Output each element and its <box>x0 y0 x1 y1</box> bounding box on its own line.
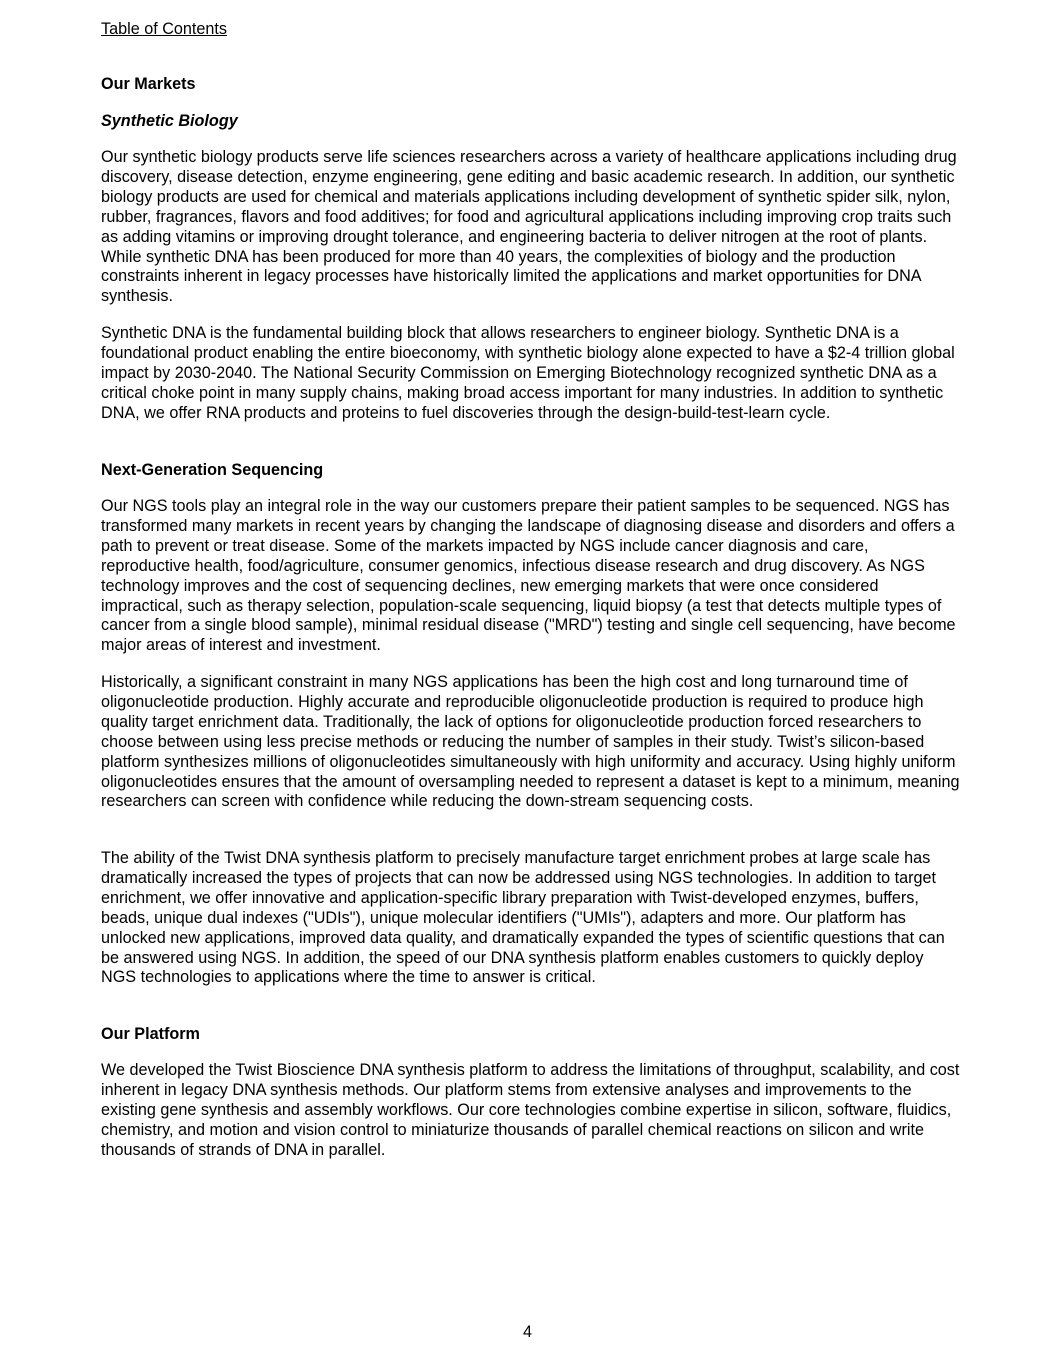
next-generation-sequencing-heading: Next-Generation Sequencing <box>101 461 324 479</box>
table-of-contents-link[interactable]: Table of Contents <box>101 20 227 38</box>
synthetic-biology-paragraph-2: Synthetic DNA is the fundamental building block that allows researchers to engineer biology. Synthetic DNA is a foundational product enabling the entire bioeconomy, with synthetic biology alone expected to have a $2-4 trillion global impact by 2030-2040. The National Security Commission on Emerging Biotechnology recognized synthetic DNA as a critical choke point in many supply chains, making broad access important for many industries. In addition to synthetic DNA, we offer RNA products and proteins to fuel discoveries through the design-build-test-learn cycle. <box>101 324 955 422</box>
our-markets-heading: Our Markets <box>101 75 196 93</box>
synthetic-biology-paragraph-1: Our synthetic biology products serve life sciences researchers across a variety of healthcare applications including drug discovery, disease detection, enzyme engineering, gene editing and basic academic research. In addition, our synthetic biology products are used for chemical and materials applications including development of synthetic spider silk, nylon, rubber, fragrances, flavors and food additives; for food and agricultural applications including improving crop traits such as adding vitamins or improving drought tolerance, and engineering bacteria to deliver nitrogen at the root of plants. While synthetic DNA has been produced for more than 40 years, the complexities of biology and the production constraints inherent in legacy processes have historically limited the applications and market opportunities for DNA synthesis. <box>101 148 957 306</box>
ngs-paragraph-2: Historically, a significant constraint in many NGS applications has been the high cost and long turnaround time of oligonucleotide production. Highly accurate and reproducible oligonucleotide production is required to produce high quality target enrichment data. Traditionally, the lack of options for oligonucleotide production forced researchers to choose between using less precise methods or reducing the number of samples in their study. Twist’s silicon-based platform synthesizes millions of oligonucleotides simultaneously with high uniformity and accuracy. Using highly uniform oligonucleotides ensures that the amount of oversampling needed to represent a dataset is kept to a minimum, meaning researchers can screen with confidence while reducing the down-stream sequencing costs. <box>101 673 960 811</box>
page-number: 4 <box>522 1323 532 1341</box>
our-platform-paragraph: We developed the Twist Bioscience DNA synthesis platform to address the limitations of throughput, scalability, and cost inherent in legacy DNA synthesis methods. Our platform stems from extensive analyses and improvements to the existing gene synthesis and assembly workflows. Our core technologies combine expertise in silicon, software, fluidics, chemistry, and motion and vision control to miniaturize thousands of parallel chemical reactions on silicon and write thousands of strands of DNA in parallel. <box>101 1061 960 1159</box>
ngs-paragraph-1: Our NGS tools play an integral role in the way our customers prepare their patient samples to be sequenced. NGS has transformed many markets in recent years by changing the landscape of diagnosing disease and disorders and offers a path to prevent or treat disease. Some of the markets impacted by NGS include cancer diagnosis and care, reproductive health, food/agriculture, consumer genomics, infectious disease research and drug discovery. As NGS technology improves and the cost of sequencing declines, new emerging markets that were once considered impractical, such as therapy selection, population-scale sequencing, liquid biopsy (a test that detects multiple types of cancer from a single blood sample), minimal residual disease ("MRD") testing and single cell sequencing, have become major areas of interest and investment. <box>101 497 956 655</box>
our-platform-heading: Our Platform <box>101 1025 200 1043</box>
synthetic-biology-heading: Synthetic Biology <box>101 112 238 130</box>
ngs-paragraph-3: The ability of the Twist DNA synthesis platform to precisely manufacture target enrichment probes at large scale has dramatically increased the types of projects that can now be addressed using NGS technologies. In addition to target enrichment, we offer innovative and application-specific library preparation with Twist-developed enzymes, buffers, beads, unique dual indexes ("UDIs"), unique molecular identifiers ("UMIs"), adapters and more. Our platform has unlocked new applications, improved data quality, and dramatically expanded the types of scientific questions that can be answered using NGS. In addition, the speed of our DNA synthesis platform enables customers to quickly deploy NGS technologies to applications where the time to answer is critical. <box>101 849 945 987</box>
